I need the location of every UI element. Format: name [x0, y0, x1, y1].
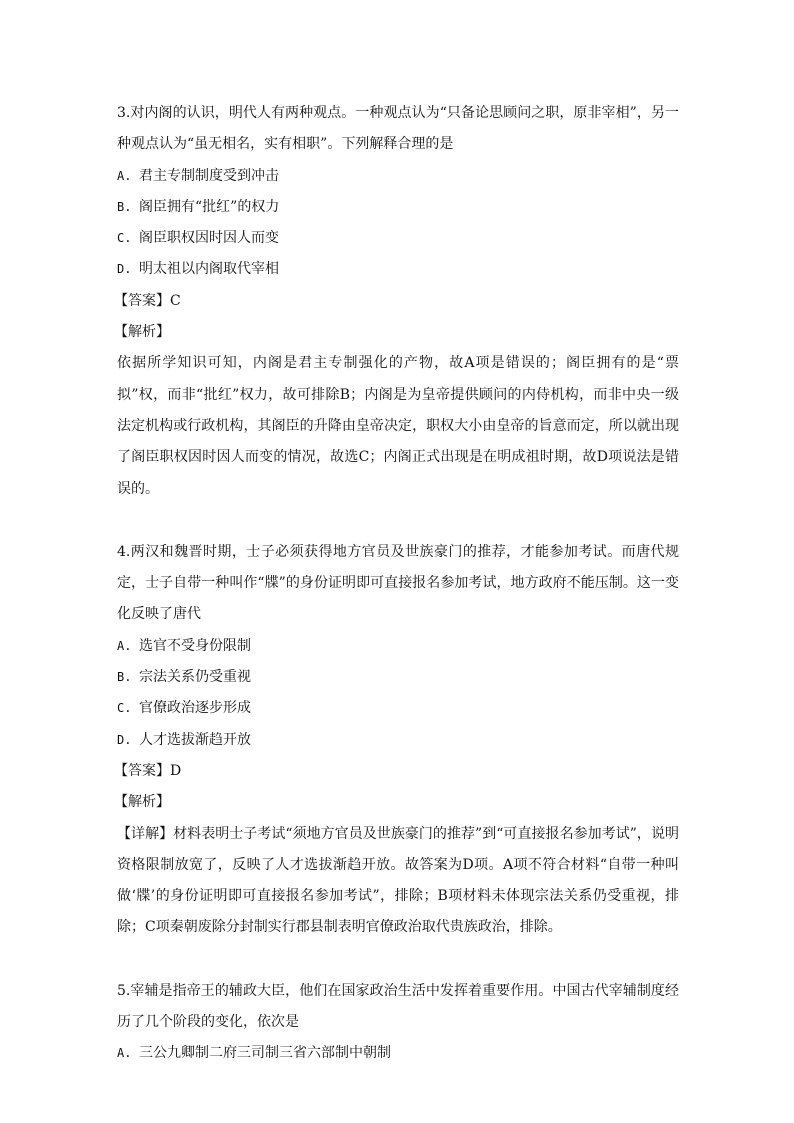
option-d: [117, 254, 679, 285]
option-letter: A.: [117, 1046, 132, 1061]
option-letter: C.: [117, 701, 132, 716]
question-stem: 3.对内阁的认识，明代人有两种观点。一种观点认为“只备论思顾问之职，原非宰相”，另一种观点认为“虽无相名，实有相职”。下列解释合理的是: [117, 105, 679, 153]
document-page: [114, 98, 679, 1070]
option-letter: D.: [117, 732, 132, 747]
question-4: [114, 537, 679, 944]
option-b: [117, 192, 679, 223]
question-3: [114, 98, 679, 505]
analysis-text: 【详解】材料表明士子考试“须地方官员及世族豪门的推荐”到“可直接报名参加考试”，说明资格限制放宽了，反映了人才选拔渐趋开放。故答案为D项。A项不符合材料“自带一种叫做‘牒’的身份证明即可直接报名参加考试”，排除；B项材料未体现宗法关系仍受重视，排除；C项秦朝废除分封制实行郡县制表明官僚政治取代贵族政治，排除。: [117, 825, 679, 936]
option-a: [117, 1038, 679, 1069]
option-text: 三公九卿制二府三司制三省六部制中朝制: [139, 1045, 391, 1062]
option-letter: D.: [117, 262, 132, 277]
analysis-label: 【解析】: [114, 324, 170, 341]
option-letter: A.: [117, 638, 132, 653]
option-text: 人才选拔渐趋开放: [139, 731, 251, 748]
analysis-text: 依据所学知识可知，内阁是君主专制强化的产物，故A项是错误的；阁臣拥有的是“票拟”权，而非“批红”权力，故可排除B；内阁是为皇帝提供顾问的内侍机构，而非中央一级法定机构或行政机构，其阁臣的升降由皇帝决定，职权大小由皇帝的旨意而定，所以就出现了阁臣职权因时因人而变的情况，故选C；内阁正式出现是在明成祖时期，故D项说法是错误的。: [117, 355, 679, 497]
option-text: 阁臣拥有“批红”的权力: [139, 198, 280, 215]
option-letter: A.: [117, 168, 132, 183]
question-stem: 4.两汉和魏晋时期，士子必须获得地方官员及世族豪门的推荐，才能参加考试。而唐代规定，士子自带一种叫作“牒”的身份证明即可直接报名参加考试，地方政府不能压制。这一变化反映了唐代: [117, 543, 679, 623]
option-text: 选官不受身份限制: [139, 637, 251, 654]
option-letter: B.: [117, 199, 132, 214]
option-text: 官僚政治逐步形成: [139, 700, 251, 717]
question-stem: 5.宰辅是指帝王的辅政大臣，他们在国家政治生活中发挥着重要作用。中国古代宰辅制度经历了几个阶段的变化，依次是: [117, 982, 679, 1031]
option-letter: B.: [117, 670, 132, 685]
option-c: [117, 223, 679, 254]
spacer: [117, 944, 679, 976]
option-d: [117, 725, 679, 756]
option-letter: C.: [117, 231, 132, 246]
option-a: [117, 631, 679, 662]
answer-label: 【答案】C: [114, 292, 181, 309]
option-text: 阁臣职权因时因人而变: [139, 230, 279, 247]
question-5: [117, 976, 679, 1070]
option-text: 明太祖以内阁取代宰相: [139, 261, 279, 278]
spacer: [117, 505, 679, 537]
analysis-label: 【解析】: [114, 794, 170, 811]
option-a: [117, 161, 679, 192]
option-text: 宗法关系仍受重视: [139, 669, 251, 686]
option-b: [117, 662, 679, 693]
answer-label: 【答案】D: [114, 762, 182, 779]
option-text: 君主专制制度受到冲击: [139, 167, 279, 184]
option-c: [117, 693, 679, 724]
